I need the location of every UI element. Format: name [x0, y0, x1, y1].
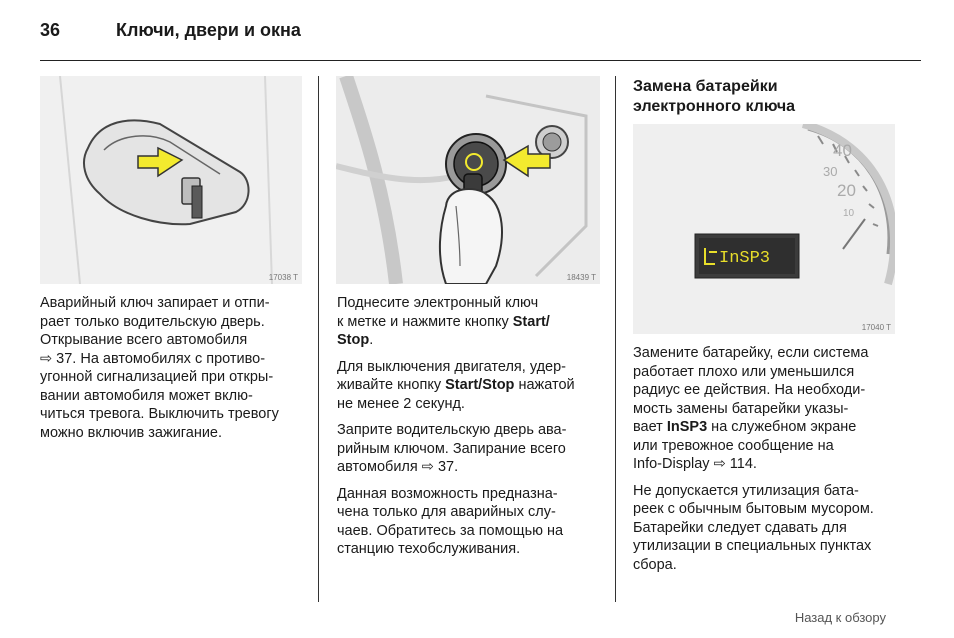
page-reference-link[interactable]: ⇨ 114.	[713, 456, 757, 472]
text-line: к метке и нажмите кнопку	[337, 313, 513, 330]
column-divider-1	[318, 76, 319, 602]
paragraph	[337, 294, 607, 350]
header-rule	[40, 60, 921, 61]
figure-start-stop	[336, 76, 600, 284]
text-line: Не допускается утилизация бата-	[633, 482, 859, 499]
figure-door-handle	[40, 76, 302, 284]
text-line: нажатой	[514, 377, 575, 393]
column-3-text	[633, 344, 913, 582]
gauge-number-40: 40	[833, 141, 852, 160]
page-title: Ключи, двери и окна	[116, 20, 301, 40]
button-name: Stop	[337, 332, 370, 348]
text-line: чена только для аварийных слу-	[337, 504, 556, 520]
text-line: Info-Display	[633, 456, 714, 472]
text-line: Поднесите электронный ключ	[337, 295, 539, 311]
text-line: Данная возможность предназна-	[337, 485, 558, 502]
text-line: Открывание всего автомобиля	[40, 332, 248, 348]
text-line: или тревожное сообщение на	[633, 437, 834, 454]
text-line: Аварийный ключ запирает и отпи-	[40, 295, 270, 311]
gauge-number-10: 10	[843, 208, 855, 219]
text-line: не менее 2 секунд.	[337, 395, 465, 412]
text-line: Заприте водительскую дверь ава-	[337, 422, 567, 438]
paragraph	[337, 421, 607, 477]
text-line: Замените батарейку, если система	[633, 345, 869, 361]
text-line: рийным ключом. Запирание всего	[337, 440, 566, 457]
text-line: на служебном экране	[707, 419, 857, 435]
text-line: живайте кнопку	[337, 377, 446, 393]
service-code: InSP3	[666, 419, 708, 435]
text-line: радиус ее действия. На необходи-	[633, 382, 866, 398]
paragraph	[633, 344, 913, 474]
text-line: Для выключения двигателя, удер-	[337, 358, 567, 375]
button-name: Start/Stop	[445, 377, 515, 393]
text-line: Батарейки следует сдавать для	[633, 519, 847, 536]
text-line: утилизации в специальных пунктах	[633, 538, 872, 554]
gauge-number-30: 30	[823, 164, 838, 179]
text-line: сбора.	[633, 556, 677, 573]
text-line: станцию техобслуживания.	[337, 541, 521, 557]
text-line: угонной сигнализацией при откры-	[40, 369, 274, 385]
page-reference-link[interactable]: ⇨ 37.	[40, 350, 77, 367]
column-divider-2	[615, 76, 616, 602]
paragraph	[337, 485, 607, 559]
text-line: вании автомобиля может вклю-	[40, 387, 253, 404]
page-number: 36	[40, 20, 61, 40]
page-reference-link[interactable]: ⇨ 37.	[421, 459, 459, 475]
start-stop-illustration	[336, 76, 600, 284]
text-line: мость замены батарейки указы-	[633, 400, 849, 417]
gauge-number-20: 20	[837, 181, 856, 200]
door-handle-illustration	[40, 76, 302, 284]
text-line: чаев. Обратитесь за помощью на	[337, 522, 564, 539]
text-line: вает	[633, 419, 667, 435]
text-line: рает только водительскую дверь.	[40, 313, 265, 330]
paragraph	[337, 358, 607, 414]
figure-code: 17040 T	[861, 323, 891, 332]
figure-service-display	[633, 124, 895, 334]
back-to-overview-link[interactable]: Назад к обзору	[794, 610, 886, 625]
text-line: читься тревога. Выключить тревогу	[40, 406, 279, 422]
display-insp3-text: InSP3	[719, 249, 771, 268]
section-title: Замена батарейки электронного ключа	[633, 78, 796, 115]
column-1-text	[40, 294, 310, 450]
display-illustration	[633, 124, 895, 334]
paragraph	[633, 482, 913, 575]
button-name: Start/	[512, 313, 550, 330]
figure-code: 18439 T	[566, 273, 596, 282]
text-line: .	[369, 332, 374, 348]
text-line: автомобиля	[337, 459, 422, 475]
text-line: На автомобилях с противо-	[76, 350, 266, 367]
column-2-text	[337, 294, 607, 567]
text-line: работает плохо или уменьшился	[633, 363, 855, 380]
text-line: реек с обычным бытовым мусором.	[633, 501, 874, 517]
figure-code: 17038 T	[268, 273, 298, 282]
text-line: можно включив зажигание.	[40, 424, 223, 441]
paragraph	[40, 294, 310, 442]
